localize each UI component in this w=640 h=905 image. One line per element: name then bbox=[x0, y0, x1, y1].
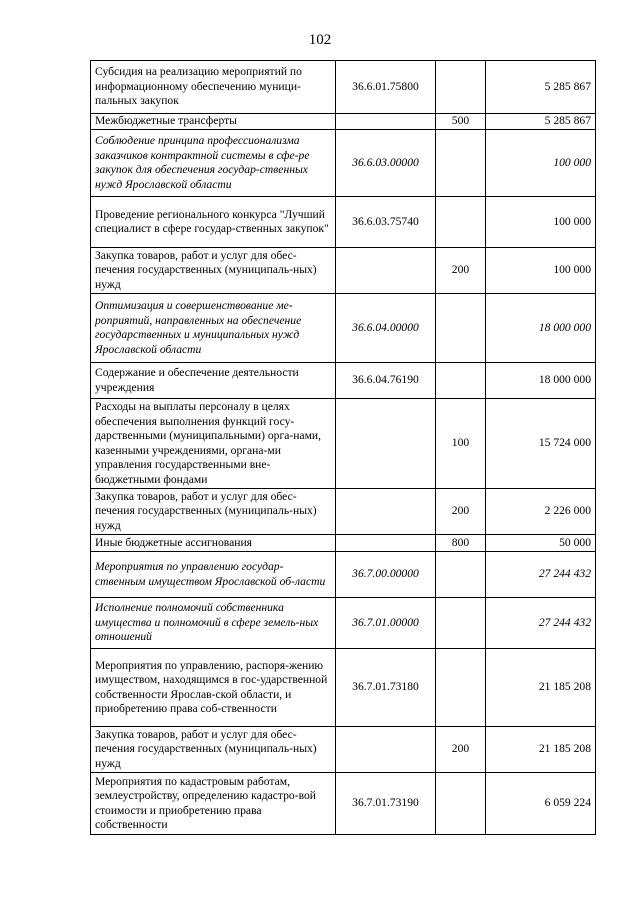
row-name: Закупка товаров, работ и услуг для обес-печения государственных (муниципаль-ных) нужд bbox=[91, 489, 336, 535]
row-code: 36.7.01.73180 bbox=[336, 649, 436, 727]
row-code: 36.6.04.00000 bbox=[336, 294, 436, 363]
table-row bbox=[91, 399, 596, 489]
row-amount: 27 244 432 bbox=[486, 552, 596, 598]
table-row-program bbox=[91, 552, 596, 598]
row-code bbox=[336, 727, 436, 773]
table-row bbox=[91, 535, 596, 552]
table-row-program bbox=[91, 294, 596, 363]
row-amount: 18 000 000 bbox=[486, 294, 596, 363]
row-name: Закупка товаров, работ и услуг для обес-печения государственных (муниципаль-ных) нужд bbox=[91, 727, 336, 773]
row-expense-type: 200 bbox=[436, 727, 486, 773]
row-code bbox=[336, 114, 436, 130]
row-expense-type bbox=[436, 552, 486, 598]
table-row-program bbox=[91, 598, 596, 649]
row-code bbox=[336, 489, 436, 535]
budget-table-body bbox=[91, 61, 596, 835]
row-amount: 21 185 208 bbox=[486, 727, 596, 773]
row-amount: 50 000 bbox=[486, 535, 596, 552]
row-code: 36.6.03.00000 bbox=[336, 130, 436, 197]
row-name: Расходы на выплаты персоналу в целях обеспечения выполнения функций госу-дарственными (муниципальными) орга-нами, казенными учреждениями, органа-ми управления государственными вне-бюджетными фондами bbox=[91, 399, 336, 489]
table-row bbox=[91, 61, 596, 114]
row-amount: 100 000 bbox=[486, 130, 596, 197]
row-amount: 100 000 bbox=[486, 197, 596, 248]
row-expense-type bbox=[436, 197, 486, 248]
row-amount: 27 244 432 bbox=[486, 598, 596, 649]
row-name: Мероприятия по управлению, распоря-жению имуществом, находящимся в гос-ударственной собственности Ярослав-ской области, и приобретению права соб-ственности bbox=[91, 649, 336, 727]
row-expense-type: 200 bbox=[436, 248, 486, 294]
row-code bbox=[336, 535, 436, 552]
row-name: Субсидия на реализацию мероприятий по информационному обеспечению муници-пальных закупок bbox=[91, 61, 336, 114]
table-row bbox=[91, 114, 596, 130]
row-name: Соблюдение принципа профессионализма заказчиков контрактной системы в сфе-ре закупок для обеспечения государ-ственных нужд Ярославской области bbox=[91, 130, 336, 197]
table-row bbox=[91, 773, 596, 835]
row-code: 36.6.04.76190 bbox=[336, 363, 436, 399]
row-amount: 15 724 000 bbox=[486, 399, 596, 489]
row-expense-type: 500 bbox=[436, 114, 486, 130]
row-amount: 100 000 bbox=[486, 248, 596, 294]
row-amount: 6 059 224 bbox=[486, 773, 596, 835]
table-row bbox=[91, 363, 596, 399]
row-code bbox=[336, 248, 436, 294]
table-row bbox=[91, 727, 596, 773]
table-row-program bbox=[91, 130, 596, 197]
row-amount: 5 285 867 bbox=[486, 114, 596, 130]
row-name: Исполнение полномочий собственника имущества и полномочий в сфере земель-ных отношений bbox=[91, 598, 336, 649]
table-row bbox=[91, 197, 596, 248]
table-row bbox=[91, 649, 596, 727]
row-name: Иные бюджетные ассигнования bbox=[91, 535, 336, 552]
row-expense-type bbox=[436, 598, 486, 649]
row-code: 36.7.01.00000 bbox=[336, 598, 436, 649]
row-expense-type: 800 bbox=[436, 535, 486, 552]
row-name: Мероприятия по кадастровым работам, землеустройству, определению кадастро-вой стоимости и приобретению права собственности bbox=[91, 773, 336, 835]
row-expense-type bbox=[436, 773, 486, 835]
row-expense-type: 200 bbox=[436, 489, 486, 535]
row-code bbox=[336, 399, 436, 489]
table-row bbox=[91, 489, 596, 535]
row-code: 36.6.03.75740 bbox=[336, 197, 436, 248]
row-expense-type bbox=[436, 649, 486, 727]
row-name: Закупка товаров, работ и услуг для обес-печения государственных (муниципаль-ных) нужд bbox=[91, 248, 336, 294]
row-name: Оптимизация и совершенствование ме-роприятий, направленных на обеспечение государственных и муниципальных нужд Ярославской области bbox=[91, 294, 336, 363]
row-name: Мероприятия по управлению государ-ственным имуществом Ярославской об-ласти bbox=[91, 552, 336, 598]
row-name: Межбюджетные трансферты bbox=[91, 114, 336, 130]
row-code: 36.7.01.73190 bbox=[336, 773, 436, 835]
row-amount: 21 185 208 bbox=[486, 649, 596, 727]
row-amount: 18 000 000 bbox=[486, 363, 596, 399]
row-expense-type bbox=[436, 61, 486, 114]
page-number: 102 bbox=[308, 32, 332, 48]
row-amount: 2 226 000 bbox=[486, 489, 596, 535]
row-code: 36.7.00.00000 bbox=[336, 552, 436, 598]
row-expense-type bbox=[436, 363, 486, 399]
row-name: Содержание и обеспечение деятельности учреждения bbox=[91, 363, 336, 399]
row-code: 36.6.01.75800 bbox=[336, 61, 436, 114]
row-amount: 5 285 867 bbox=[486, 61, 596, 114]
row-expense-type bbox=[436, 130, 486, 197]
budget-table bbox=[90, 60, 596, 835]
table-row bbox=[91, 248, 596, 294]
row-expense-type bbox=[436, 294, 486, 363]
row-name: Проведение регионального конкурса "Лучший специалист в сфере государ-ственных закупок" bbox=[91, 197, 336, 248]
row-expense-type: 100 bbox=[436, 399, 486, 489]
